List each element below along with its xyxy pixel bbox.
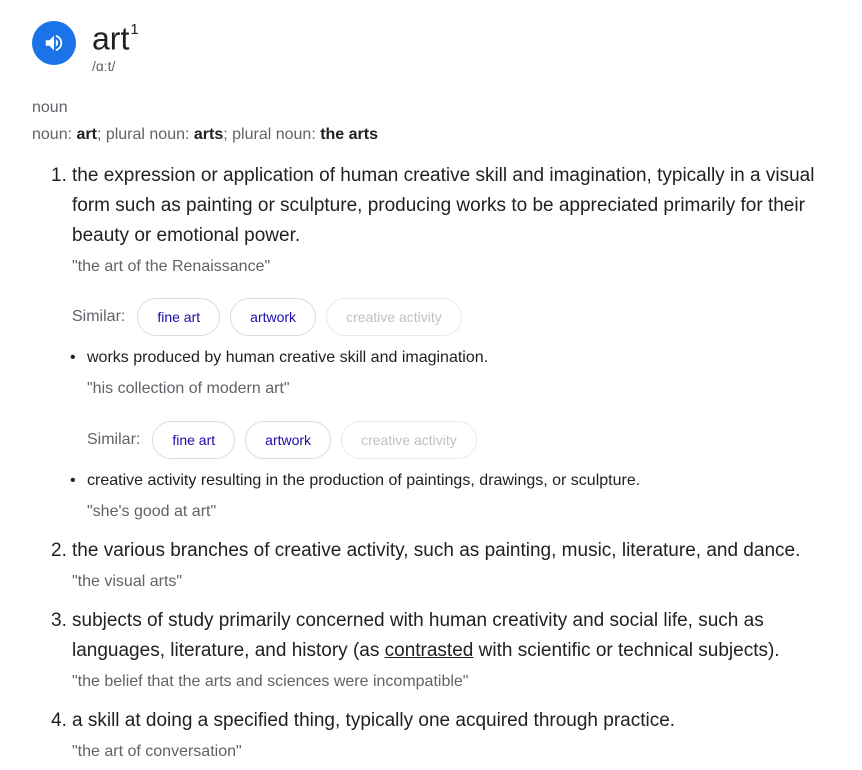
definition-number: 2.	[51, 540, 67, 561]
contrasted-link[interactable]: contrasted	[384, 640, 474, 661]
part-of-speech: noun	[32, 99, 68, 116]
definition-text	[72, 606, 851, 666]
similar-chip-fine-art[interactable]: fine art	[152, 421, 235, 459]
similar-chip-artwork[interactable]: artwork	[230, 298, 316, 336]
definition-example: "the belief that the arts and sciences were incompatible"	[72, 673, 469, 690]
definition-text: the various branches of creative activity, such as painting, music, literature, and dance.	[72, 540, 801, 561]
volume-up-icon	[43, 32, 65, 54]
definition-3	[51, 606, 851, 666]
homograph-number: 1	[130, 21, 139, 38]
definition-text: a skill at doing a specified thing, typically one acquired through practice.	[72, 710, 676, 731]
definition-number: 1.	[51, 165, 67, 186]
similar-words-row	[87, 421, 487, 459]
definition-2	[51, 536, 851, 566]
phonetic-transcription: /ɑːt/	[92, 58, 116, 74]
headword-text: art	[92, 20, 130, 57]
definition-1	[51, 161, 851, 251]
definition-4	[51, 706, 851, 736]
similar-chip-creative-activity[interactable]: creative activity	[341, 421, 477, 459]
form-plural-alt: the arts	[320, 126, 378, 143]
form-singular: art	[76, 126, 97, 143]
subsense-example: "his collection of modern art"	[87, 380, 290, 397]
bullet: •	[70, 349, 76, 366]
forms-label: ; plural noun:	[223, 126, 321, 143]
similar-chip-fine-art[interactable]: fine art	[137, 298, 220, 336]
definition-text-part: with scientific or technical subjects).	[473, 640, 780, 661]
similar-words-row	[72, 298, 472, 336]
definition-example: "the art of conversation"	[72, 743, 242, 760]
definition-number: 3.	[51, 610, 67, 631]
similar-chip-artwork[interactable]: artwork	[245, 421, 331, 459]
subsense-1	[70, 346, 488, 370]
subsense-example: "she's good at art"	[87, 503, 217, 520]
subsense-text: works produced by human creative skill and imagination.	[87, 349, 489, 366]
headword	[92, 14, 139, 59]
definition-text: the expression or application of human creative skill and imagination, typically in a visual form such as painting or sculpture, producing works to be appreciated primarily for their beauty or emotional power.	[72, 165, 815, 246]
definition-text-part: subjects of study primarily concerned with human creativity and social life, such as languages, literature, and history (as	[72, 610, 764, 661]
bullet: •	[70, 472, 76, 489]
word-forms	[32, 126, 378, 144]
similar-label: Similar:	[72, 308, 126, 325]
similar-label: Similar:	[87, 431, 141, 448]
pronunciation-play-button[interactable]	[32, 21, 76, 65]
subsense-text: creative activity resulting in the production of paintings, drawings, or sculpture.	[87, 472, 641, 489]
definition-example: "the visual arts"	[72, 573, 183, 590]
definition-example: "the art of the Renaissance"	[72, 258, 271, 275]
forms-label: ; plural noun:	[96, 126, 194, 143]
similar-chip-creative-activity[interactable]: creative activity	[326, 298, 462, 336]
form-plural: arts	[193, 126, 224, 143]
forms-label: noun:	[32, 126, 77, 143]
subsense-2	[70, 469, 640, 493]
definition-number: 4.	[51, 710, 67, 731]
